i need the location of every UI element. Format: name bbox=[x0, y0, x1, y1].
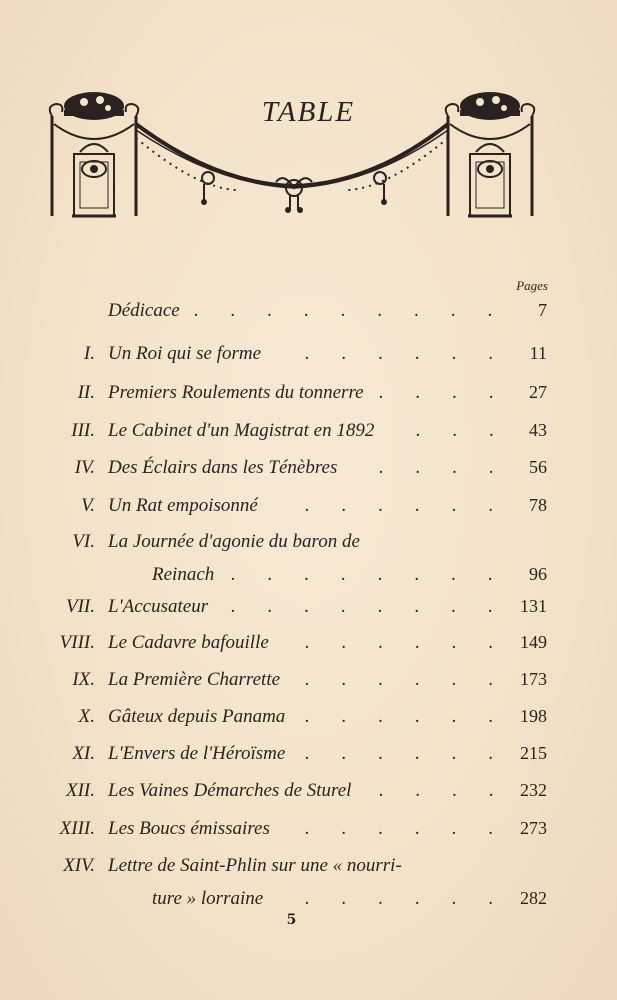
chapter-number: VIII. bbox=[59, 632, 95, 653]
chapter-title: La Journée d'agonie du baron de bbox=[108, 531, 360, 552]
page-number: 27 bbox=[529, 382, 547, 402]
chapter-title: Lettre de Saint-Phlin sur une « nourri- bbox=[108, 855, 402, 876]
chapter-number: XIV. bbox=[63, 855, 95, 876]
leader-dots: ........ bbox=[231, 596, 525, 617]
chapter-number: V. bbox=[81, 495, 95, 516]
toc-entry[interactable] bbox=[0, 706, 617, 736]
leader-dots: ...... bbox=[305, 669, 526, 690]
toc-entry[interactable] bbox=[0, 531, 617, 561]
chapter-number: I. bbox=[83, 343, 95, 364]
chapter-title: Premiers Roulements du tonnerre bbox=[108, 382, 364, 403]
chapter-title: L'Accusateur bbox=[108, 596, 209, 617]
chapter-title: L'Envers de l'Héroïsme bbox=[108, 743, 286, 764]
page-number: 149 bbox=[520, 632, 547, 652]
leader-dots: ...... bbox=[305, 495, 526, 516]
leader-dots: .... bbox=[379, 780, 526, 801]
toc-entry[interactable] bbox=[0, 669, 617, 699]
chapter-number: XII. bbox=[65, 780, 95, 801]
leader-dots: ...... bbox=[305, 706, 526, 727]
page-number: 11 bbox=[529, 343, 547, 363]
leader-dots: .... bbox=[379, 457, 526, 478]
toc-entry[interactable] bbox=[0, 420, 617, 450]
toc-entry[interactable] bbox=[0, 457, 617, 487]
chapter-number: IX. bbox=[72, 669, 95, 690]
page-number: 273 bbox=[520, 818, 547, 838]
chapter-number: XI. bbox=[72, 743, 95, 764]
leader-dots: ...... bbox=[305, 888, 526, 909]
chapter-title: Le Cabinet d'un Magistrat en 1892 bbox=[108, 420, 375, 441]
page-number: 173 bbox=[520, 669, 547, 689]
chapter-title: Les Boucs émissaires bbox=[108, 818, 270, 839]
chapter-title: Un Rat empoisonné bbox=[108, 495, 258, 516]
leader-dots: ...... bbox=[305, 632, 526, 653]
folio-page-number: 5 bbox=[286, 912, 297, 928]
toc-entry-continuation bbox=[0, 564, 617, 594]
chapter-number: XIII. bbox=[59, 818, 95, 839]
chapter-title: Gâteux depuis Panama bbox=[108, 706, 286, 727]
page-number: 131 bbox=[520, 596, 547, 616]
pages-column-label: Pages bbox=[516, 278, 548, 293]
page-number: 282 bbox=[520, 888, 547, 908]
toc-entry[interactable] bbox=[0, 632, 617, 662]
chapter-title: Des Éclairs dans les Ténèbres bbox=[108, 457, 338, 478]
page-number: 43 bbox=[529, 420, 547, 440]
page-number: 215 bbox=[520, 743, 547, 763]
chapter-title: La Première Charrette bbox=[108, 669, 281, 690]
leader-dots: ... bbox=[416, 420, 527, 441]
chapter-number: II. bbox=[77, 382, 95, 403]
chapter-number: VII. bbox=[65, 596, 95, 617]
page-title: TABLE bbox=[261, 96, 356, 128]
page-number: 56 bbox=[529, 457, 547, 477]
chapter-title: Dédicace bbox=[108, 300, 180, 321]
chapter-title: Les Vaines Démarches de Sturel bbox=[108, 780, 352, 801]
chapter-number: IV. bbox=[74, 457, 95, 478]
toc-entry[interactable] bbox=[0, 596, 617, 626]
page-number: 198 bbox=[520, 706, 547, 726]
page-number: 7 bbox=[538, 300, 547, 320]
chapter-title: Un Roi qui se forme bbox=[108, 343, 262, 364]
chapter-title: Le Cadavre bafouille bbox=[108, 632, 269, 653]
page-number: 232 bbox=[520, 780, 547, 800]
leader-dots: .... bbox=[379, 382, 526, 403]
page-number: 96 bbox=[529, 564, 547, 584]
toc-entry[interactable] bbox=[0, 855, 617, 885]
toc-entry[interactable] bbox=[0, 343, 617, 373]
chapter-title-continued: Reinach bbox=[152, 564, 215, 585]
leader-dots: ...... bbox=[305, 743, 526, 764]
toc-entry[interactable] bbox=[0, 300, 617, 330]
page-number: 78 bbox=[529, 495, 547, 515]
toc-entry[interactable] bbox=[0, 495, 617, 525]
toc-entry[interactable] bbox=[0, 382, 617, 412]
leader-dots: ........ bbox=[231, 564, 525, 585]
leader-dots: ......... bbox=[194, 300, 525, 321]
chapter-title-continued: ture » lorraine bbox=[152, 888, 264, 909]
toc-entry[interactable] bbox=[0, 743, 617, 773]
leader-dots: ...... bbox=[305, 818, 526, 839]
leader-dots: ...... bbox=[305, 343, 526, 364]
toc-entry[interactable] bbox=[0, 780, 617, 810]
toc-entry[interactable] bbox=[0, 818, 617, 848]
chapter-number: III. bbox=[71, 420, 95, 441]
chapter-number: VI. bbox=[72, 531, 95, 552]
chapter-number: X. bbox=[78, 706, 95, 727]
